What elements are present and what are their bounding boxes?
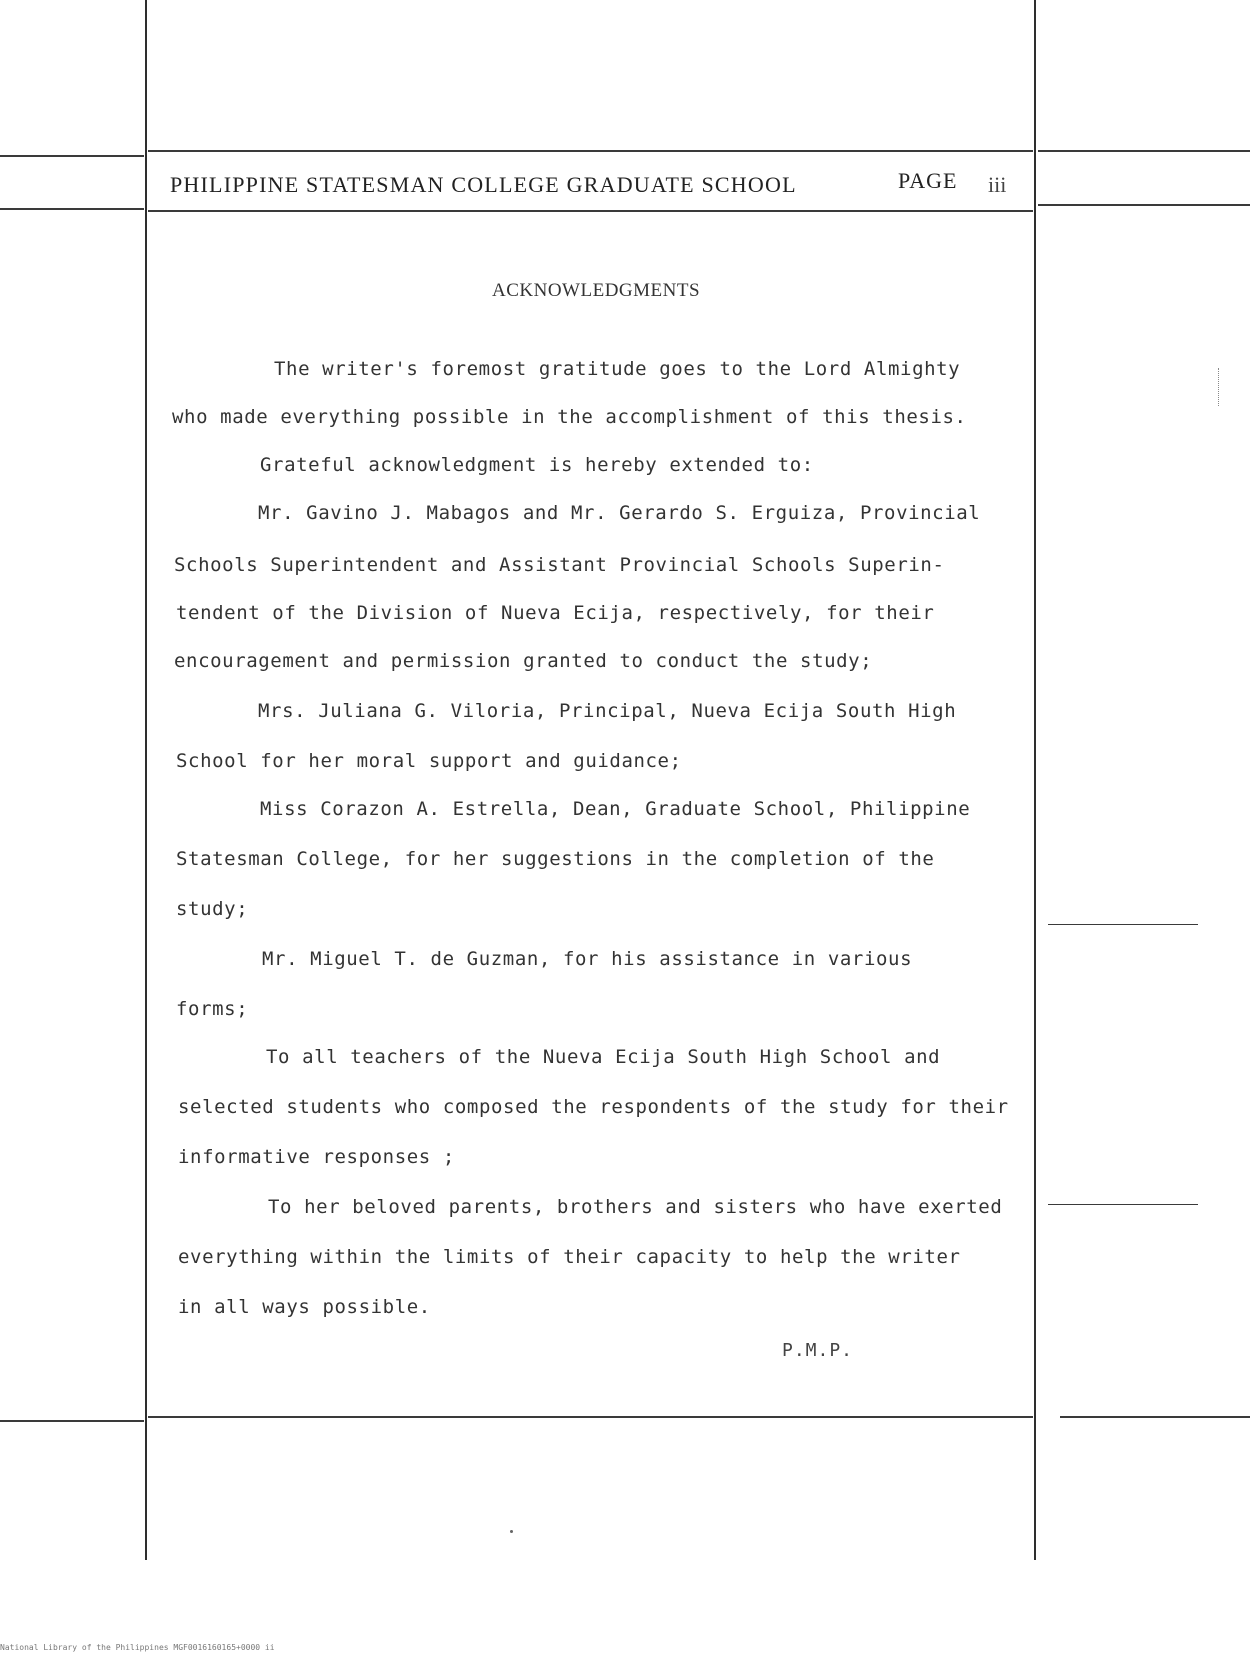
margin-rule-right <box>1048 1204 1198 1205</box>
text-line: To all teachers of the Nueva Ecija South High School and <box>266 1046 941 1068</box>
text-line: informative responses ; <box>178 1146 455 1168</box>
text-line: Miss Corazon A. Estrella, Dean, Graduate School, Philippine <box>260 798 971 820</box>
scan-footer-note: National Library of the Philippines MGF0016160165+0000 ii <box>0 1643 275 1652</box>
text-line: in all ways possible. <box>178 1296 431 1318</box>
header-bottom-rule-inner <box>148 210 1033 212</box>
right-border-line <box>1034 0 1036 1560</box>
scan-speck <box>510 1530 513 1533</box>
page-number: iii <box>988 172 1007 197</box>
footer-rule-inner <box>148 1416 1033 1418</box>
margin-dotted-mark <box>1218 368 1220 406</box>
text-line: Grateful acknowledgment is hereby extended to: <box>260 454 814 476</box>
text-line: tendent of the Division of Nueva Ecija, respectively, for their <box>176 602 935 624</box>
text-line: The writer's foremost gratitude goes to the Lord Almighty <box>274 358 961 380</box>
page-label: PAGE <box>898 168 958 193</box>
header-top-rule <box>0 155 144 157</box>
signature-initials: P.M.P. <box>782 1340 854 1361</box>
text-line: Mr. Miguel T. de Guzman, for his assistance in various <box>262 948 913 970</box>
footer-rule-right <box>1060 1416 1250 1418</box>
text-line: encouragement and permission granted to conduct the study; <box>174 650 873 672</box>
footer-rule <box>0 1420 144 1422</box>
text-line: To her beloved parents, brothers and sisters who have exerted <box>268 1196 1003 1218</box>
institution-title: PHILIPPINE STATESMAN COLLEGE GRADUATE SCHOOL <box>170 172 797 197</box>
header-bottom-rule <box>0 208 144 210</box>
header-top-rule-right <box>1038 150 1250 152</box>
text-line: Statesman College, for her suggestions in the completion of the <box>176 848 935 870</box>
text-line: forms; <box>176 998 249 1020</box>
header-top-rule-inner <box>148 150 1033 152</box>
text-line: selected students who composed the respondents of the study for their <box>178 1096 1009 1118</box>
text-line: Mr. Gavino J. Mabagos and Mr. Gerardo S. Erguiza, Provincial <box>258 502 981 524</box>
text-line: who made everything possible in the accomplishment of this thesis. <box>172 406 967 428</box>
margin-rule-right <box>1048 924 1198 925</box>
text-line: Mrs. Juliana G. Viloria, Principal, Nueva Ecija South High <box>258 700 957 722</box>
text-line: study; <box>176 898 249 920</box>
text-line: Schools Superintendent and Assistant Provincial Schools Superin- <box>174 554 945 576</box>
header-bottom-rule-right <box>1038 204 1250 206</box>
page-heading: ACKNOWLEDGMENTS <box>492 280 701 301</box>
text-line: everything within the limits of their capacity to help the writer <box>178 1246 961 1268</box>
left-border-line <box>145 0 147 1560</box>
text-line: School for her moral support and guidance; <box>176 750 682 772</box>
